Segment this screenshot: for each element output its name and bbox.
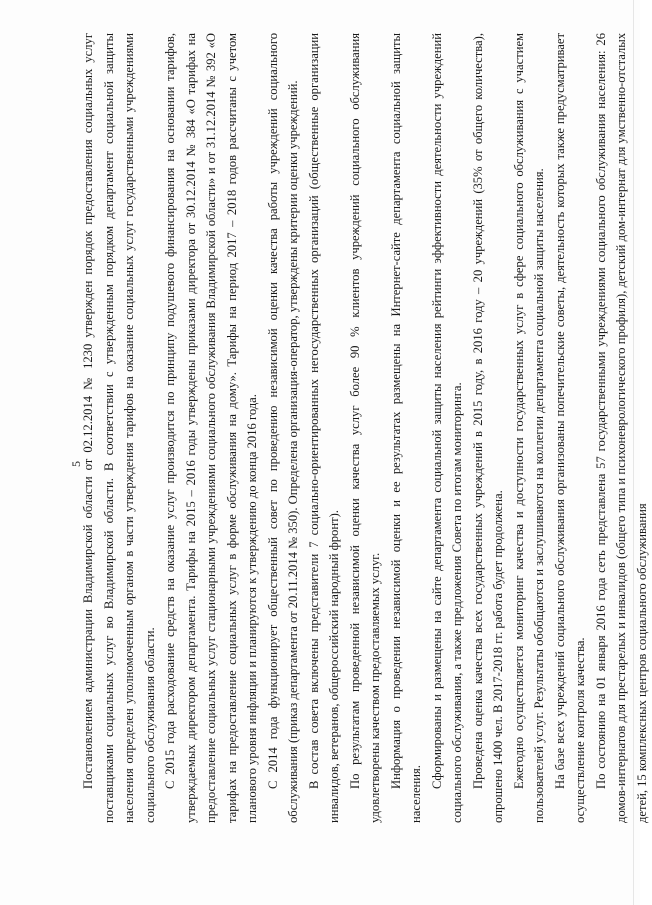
- paragraph: Проведена оценка качества всех государственных учреждений в 2015 году, в 2016 году – 20 учреждений (35% от общего количества), опрошено 1400 чел. В 2017-2018 гг. работа будет продолжена.: [470, 33, 505, 823]
- page-number: 5: [69, 461, 83, 467]
- paragraph: Постановлением администрации Владимирской области от 02.12.2014 № 1230 утвержден порядок предоставления социальных услуг поставщиками социальных услуг во Владимирской области. В соответствии с утвержденным порядком департамент социальной защиты населения определен уполномоченным органом в части утверждения тарифов на оказание социальных услуг государственными учреждениями социального обслуживания области.: [81, 33, 157, 823]
- paragraph: С 2014 года функционирует общественный совет по проведению независимой оценки качества работы учреждений социального обслуживания (приказ департамента от 20.11.2014 № 350). Определена организация-оператор, утверждены критерии оценки учреждений.: [265, 33, 300, 823]
- paragraph: С 2015 года расходование средств на оказание услуг производится по принципу подушевого финансирования на основании тарифов, утверждаемых директором департамента. Тарифы на 2015 – 2016 годы утверждены приказами директора от 30.12.2014 № 384 «О тарифах на предоставление социальных услуг стационарными учреждениями социального обслуживания Владимирской области» и от 31.12.2014 № 392 «О тарифах на предоставление социальных услуг в форме обслуживания на дому». Тарифы на период 2017 – 2018 годов рассчитаны с учетом планового уровня инфляции и планируются к утверждению до конца 2016 года.: [163, 33, 259, 823]
- paragraph: Сформированы и размещены на сайте департамента социальной защиты населения рейтинги эффективности деятельности учреждений социального обслуживания, а также предложения Совета по итогам мониторинга.: [429, 33, 464, 823]
- paragraph: На базе всех учреждений социального обслуживания организованы попечительские советы, деятельность которых также предусматривает осуществление контроля качества.: [552, 33, 587, 823]
- document-body: [78, 33, 652, 823]
- paragraph: По результатам проведенной независимой оценки качества услуг более 90 % клиентов учреждений социального обслуживания удовлетворены качеством предоставляемых услуг.: [347, 33, 382, 823]
- paragraph: В состав совета включены представители 7 социально-ориентированных негосударственных организаций (общественные организации инвалидов, ветеранов, общероссийский народный фронт).: [306, 33, 341, 823]
- paragraph: По состоянию на 01 января 2016 года сеть представлена 57 государственными учреждениями социального обслуживания населения: 26 домов-интернатов для престарелых и инвалидов (общего типа и психоневрологического профиля), детский дом-интернат для умственно-отсталых детей, 15 комплексных центров социального обслуживания: [593, 33, 649, 823]
- paragraph: Ежегодно осуществляется мониторинг качества и доступности государственных услуг в сфере социального обслуживания с участием пользователей услуг. Результаты обобщаются и заслушиваются на коллегии департамента социальной защиты населения.: [511, 33, 546, 823]
- paragraph: Информация о проведении независимой оценки и ее результатах размещены на Интернет-сайте департамента социальной защиты населения.: [388, 33, 423, 823]
- rotated-text-block: [60, 0, 649, 905]
